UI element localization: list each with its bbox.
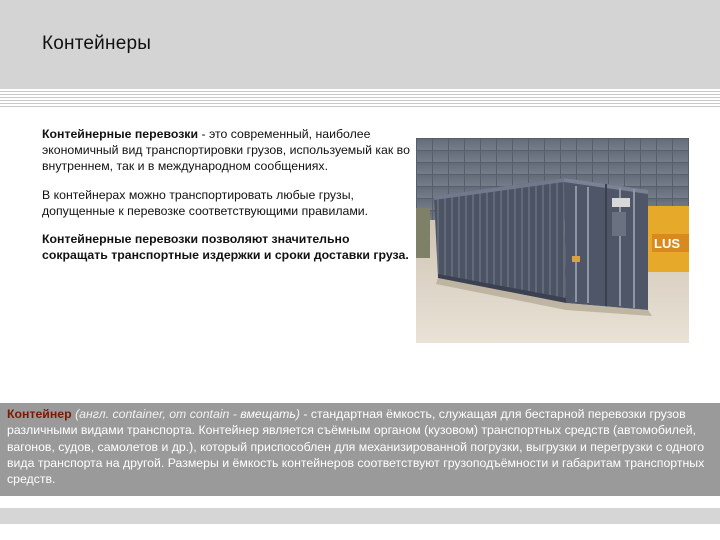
sign-text: LUS [654,236,680,251]
definition-etymology-verb: вмещать [240,407,296,421]
definition-text [7,406,713,487]
paragraph-intro-term: Контейнерные перевозки [42,127,199,141]
paragraph-intro-text: - это современный, наиболее экономичный вид транспортировки грузов, используемый как во внутреннем, так и в международном сообщениях. [42,127,410,174]
container-photo [416,138,689,343]
paragraph-intro [42,126,410,175]
slide-title: Контейнеры [42,33,152,54]
definition-body: - стандартная ёмкость, служащая для бестарной перевозки грузов различными видами транспорта. Контейнер является съёмным органом (кузовом) транспортных средств (автомобилей, вагонов, судов, самолетов и др.), который приспособлен для механизированной погрузки, выгрузки и перегрузки с одного вида транспорта на другой. Размеры и ёмкость контейнеров соответствуют грузоподъёмности и габаритам транспортных средств. [7,407,705,487]
content-text [42,126,410,275]
definition-term: Контейнер [7,407,72,421]
definition-etymology-suffix: ) [295,407,300,421]
paragraph-cargo: В контейнерах можно транспортировать любые грузы, допущенные к перевозке соответствующими правилами. [42,187,369,218]
decorative-stripes [0,91,720,109]
paragraph-benefits: Контейнерные перевозки позволяют значительно сокращать транспортные издержки и сроки доставки груза. [42,232,409,263]
definition-etymology-prefix: (англ. container, от contain - [71,407,241,421]
bottom-bar [0,508,720,524]
slide-header [0,0,720,89]
